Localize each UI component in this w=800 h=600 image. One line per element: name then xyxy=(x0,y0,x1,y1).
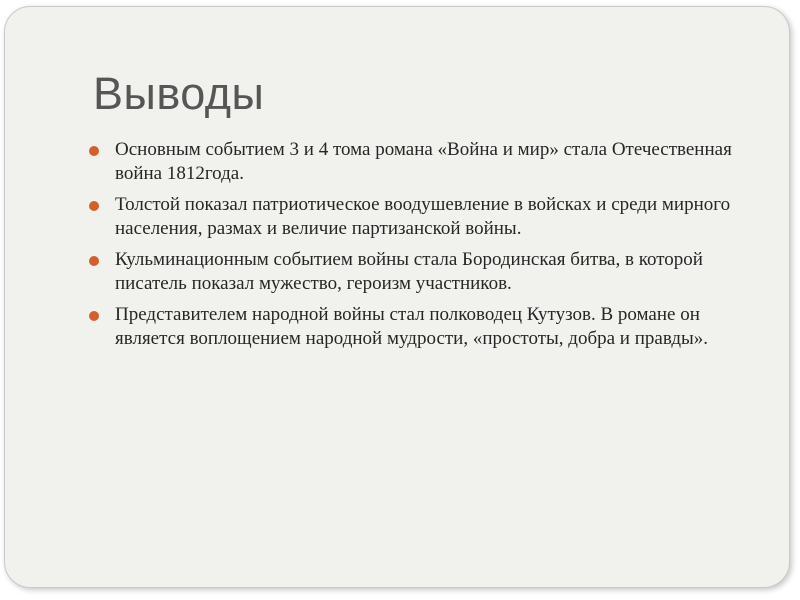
bullet-text: Основным событием 3 и 4 тома романа «Война и мир» стала Отечественная война 1812года. xyxy=(115,139,732,184)
bullet-dot-icon xyxy=(89,311,99,321)
bullet-dot-icon xyxy=(89,256,99,266)
bullet-item xyxy=(85,193,745,241)
bullet-dot-icon xyxy=(89,146,99,156)
bullet-item xyxy=(85,248,745,296)
bullet-text: Кульминационным событием войны стала Бородинская битва, в которой писатель показал мужество, героизм участников. xyxy=(115,249,703,294)
bullet-item xyxy=(85,303,745,351)
bullet-list xyxy=(85,138,745,358)
bullet-dot-icon xyxy=(89,201,99,211)
slide xyxy=(4,6,790,588)
bullet-text: Толстой показал патриотическое воодушевление в войсках и среди мирного населения, размах и величие партизанской войны. xyxy=(115,194,731,239)
slide-title: Выводы xyxy=(93,68,265,119)
bullet-item xyxy=(85,138,745,186)
bullet-text: Представителем народной войны стал полководец Кутузов. В романе он является воплощением народной мудрости, «простоты, добра и правды». xyxy=(115,304,709,349)
